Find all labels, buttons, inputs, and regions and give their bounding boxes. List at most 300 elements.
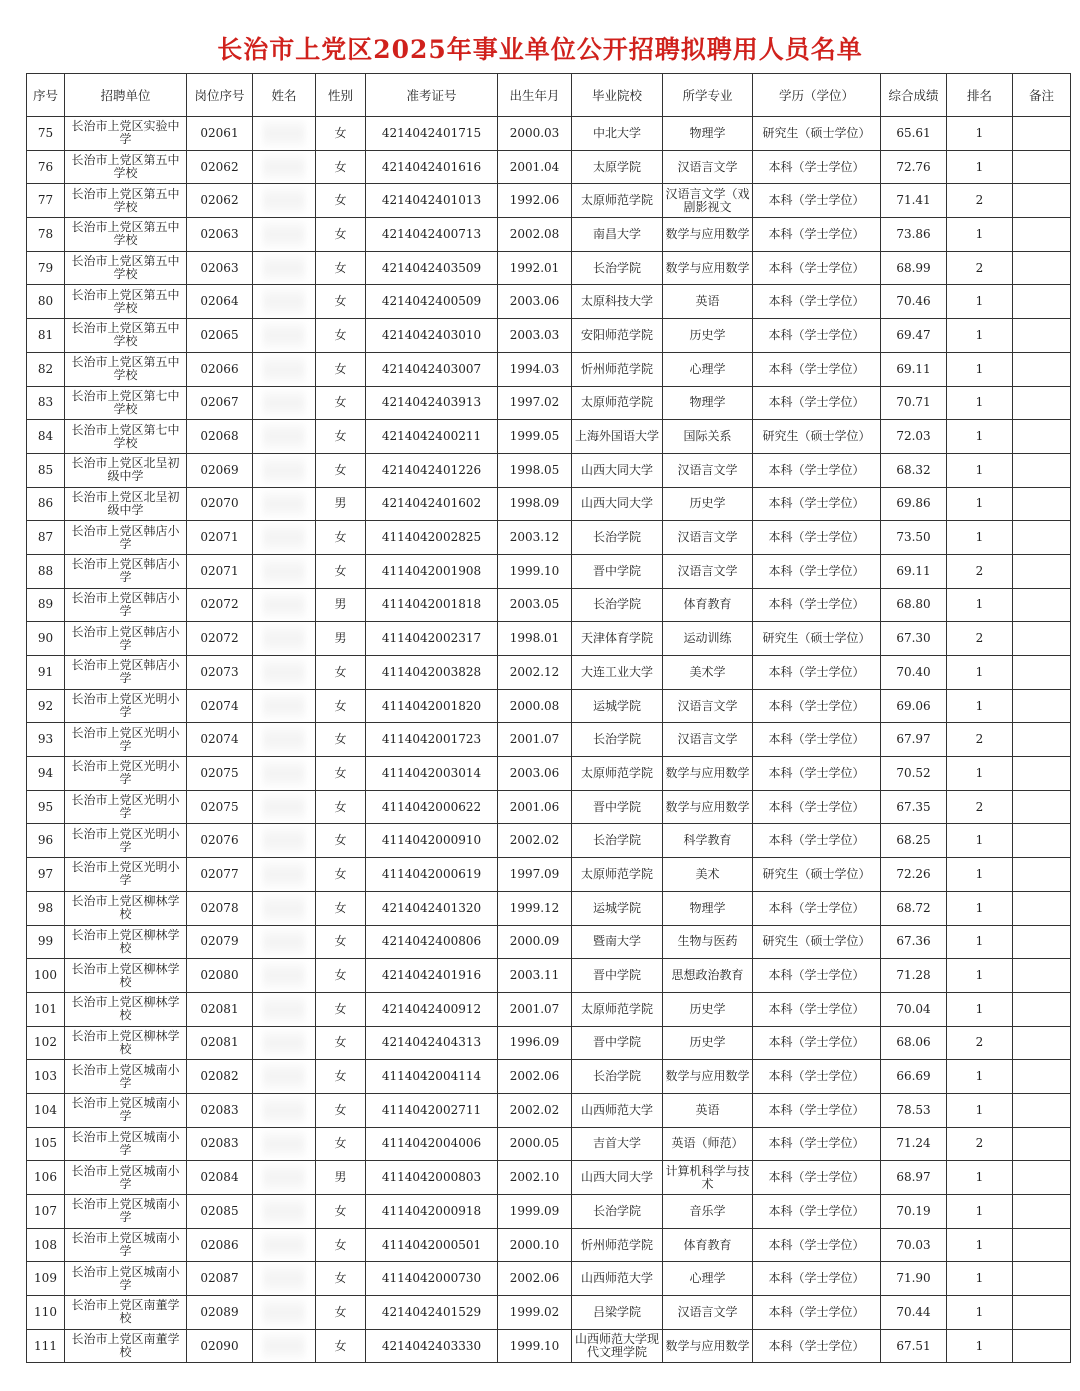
cell-school: 晋中学院 [572, 790, 663, 824]
cell-birth: 2002.12 [498, 656, 572, 690]
cell-exam-id: 4214042400806 [366, 925, 498, 959]
table-row [27, 1026, 1071, 1060]
cell-name [253, 790, 316, 824]
cell-note [1013, 622, 1071, 656]
cell-rank: 1 [947, 824, 1013, 858]
table-row [27, 285, 1071, 319]
cell-birth: 2003.05 [498, 588, 572, 622]
cell-rank: 1 [947, 420, 1013, 454]
cell-no: 76 [27, 150, 65, 184]
col-header-school: 毕业院校 [572, 74, 663, 117]
cell-degree: 研究生（硕士学位） [753, 858, 881, 892]
cell-school: 太原科技大学 [572, 285, 663, 319]
cell-birth: 2002.08 [498, 218, 572, 252]
cell-name [253, 891, 316, 925]
cell-score: 68.06 [881, 1026, 947, 1060]
cell-major: 历史学 [663, 319, 753, 353]
cell-degree: 本科（学士学位） [753, 959, 881, 993]
cell-unit: 长治市上党区第五中学校 [65, 218, 187, 252]
cell-post: 02068 [187, 420, 253, 454]
cell-post: 02083 [187, 1093, 253, 1127]
cell-gender: 女 [316, 251, 366, 285]
cell-major: 物理学 [663, 386, 753, 420]
cell-major: 历史学 [663, 992, 753, 1026]
cell-birth: 2003.03 [498, 319, 572, 353]
cell-birth: 1992.01 [498, 251, 572, 285]
cell-school: 太原师范学院 [572, 858, 663, 892]
cell-major: 物理学 [663, 117, 753, 151]
cell-post: 02073 [187, 656, 253, 690]
table-row [27, 184, 1071, 218]
cell-exam-id: 4114042001820 [366, 689, 498, 723]
cell-degree: 本科（学士学位） [753, 656, 881, 690]
cell-exam-id: 4114042000622 [366, 790, 498, 824]
cell-unit: 长治市上党区韩店小学 [65, 622, 187, 656]
cell-gender: 女 [316, 1329, 366, 1363]
cell-gender: 女 [316, 1127, 366, 1161]
cell-name [253, 1228, 316, 1262]
cell-score: 68.80 [881, 588, 947, 622]
cell-gender: 女 [316, 1262, 366, 1296]
table-row [27, 622, 1071, 656]
col-header-note: 备注 [1013, 74, 1071, 117]
cell-no: 101 [27, 992, 65, 1026]
cell-score: 67.97 [881, 723, 947, 757]
cell-exam-id: 4214042400211 [366, 420, 498, 454]
cell-birth: 2000.08 [498, 689, 572, 723]
cell-no: 104 [27, 1093, 65, 1127]
cell-name [253, 386, 316, 420]
cell-no: 90 [27, 622, 65, 656]
cell-unit: 长治市上党区城南小学 [65, 1262, 187, 1296]
cell-gender: 女 [316, 790, 366, 824]
cell-exam-id: 4214042403330 [366, 1329, 498, 1363]
table-row [27, 689, 1071, 723]
cell-name [253, 1093, 316, 1127]
cell-note [1013, 218, 1071, 252]
cell-name [253, 1026, 316, 1060]
cell-no: 108 [27, 1228, 65, 1262]
cell-exam-id: 4214042401226 [366, 453, 498, 487]
col-header-gender: 性别 [316, 74, 366, 117]
cell-score: 68.32 [881, 453, 947, 487]
cell-birth: 2000.10 [498, 1228, 572, 1262]
cell-name [253, 319, 316, 353]
cell-degree: 本科（学士学位） [753, 790, 881, 824]
cell-rank: 2 [947, 723, 1013, 757]
col-header-score: 综合成绩 [881, 74, 947, 117]
cell-school: 安阳师范学院 [572, 319, 663, 353]
table-row [27, 790, 1071, 824]
cell-major: 体育教育 [663, 1228, 753, 1262]
cell-exam-id: 4114042000501 [366, 1228, 498, 1262]
cell-major: 计算机科学与技术 [663, 1161, 753, 1195]
cell-birth: 2003.12 [498, 521, 572, 555]
cell-gender: 女 [316, 453, 366, 487]
cell-post: 02069 [187, 453, 253, 487]
cell-birth: 2001.07 [498, 723, 572, 757]
cell-note [1013, 453, 1071, 487]
cell-name [253, 824, 316, 858]
table-row [27, 319, 1071, 353]
cell-major: 汉语言文学 [663, 521, 753, 555]
cell-post: 02067 [187, 386, 253, 420]
cell-exam-id: 4114042002317 [366, 622, 498, 656]
cell-rank: 2 [947, 1127, 1013, 1161]
table-row [27, 925, 1071, 959]
cell-rank: 1 [947, 218, 1013, 252]
cell-rank: 2 [947, 554, 1013, 588]
cell-gender: 女 [316, 1296, 366, 1330]
cell-unit: 长治市上党区柳林学校 [65, 992, 187, 1026]
cell-major: 汉语言文学 [663, 1296, 753, 1330]
cell-unit: 长治市上党区韩店小学 [65, 656, 187, 690]
cell-degree: 研究生（硕士学位） [753, 622, 881, 656]
cell-name [253, 487, 316, 521]
cell-exam-id: 4214042401616 [366, 150, 498, 184]
table-row [27, 352, 1071, 386]
cell-rank: 1 [947, 858, 1013, 892]
cell-note [1013, 1060, 1071, 1094]
cell-rank: 1 [947, 891, 1013, 925]
table-row [27, 858, 1071, 892]
cell-major: 历史学 [663, 1026, 753, 1060]
table-row [27, 453, 1071, 487]
cell-note [1013, 386, 1071, 420]
cell-no: 75 [27, 117, 65, 151]
table-row [27, 386, 1071, 420]
cell-name [253, 622, 316, 656]
cell-school: 南昌大学 [572, 218, 663, 252]
cell-school: 长治学院 [572, 521, 663, 555]
cell-score: 69.06 [881, 689, 947, 723]
cell-unit: 长治市上党区第五中学校 [65, 285, 187, 319]
cell-post: 02062 [187, 150, 253, 184]
cell-birth: 2002.06 [498, 1262, 572, 1296]
cell-degree: 本科（学士学位） [753, 1127, 881, 1161]
table-row [27, 757, 1071, 791]
cell-school: 山西师范大学 [572, 1262, 663, 1296]
cell-major: 心理学 [663, 352, 753, 386]
cell-school: 山西师范大学现代文理学院 [572, 1329, 663, 1363]
cell-major: 思想政治教育 [663, 959, 753, 993]
cell-score: 70.40 [881, 656, 947, 690]
cell-gender: 女 [316, 150, 366, 184]
cell-school: 长治学院 [572, 1060, 663, 1094]
cell-note [1013, 521, 1071, 555]
cell-score: 70.03 [881, 1228, 947, 1262]
cell-note [1013, 117, 1071, 151]
cell-birth: 1997.02 [498, 386, 572, 420]
cell-school: 山西师范大学 [572, 1093, 663, 1127]
cell-school: 太原师范学院 [572, 992, 663, 1026]
cell-major: 汉语言文学 [663, 554, 753, 588]
cell-birth: 2003.06 [498, 757, 572, 791]
cell-degree: 本科（学士学位） [753, 1296, 881, 1330]
cell-unit: 长治市上党区光明小学 [65, 790, 187, 824]
cell-exam-id: 4114042000619 [366, 858, 498, 892]
cell-no: 103 [27, 1060, 65, 1094]
cell-school: 太原师范学院 [572, 386, 663, 420]
cell-post: 02090 [187, 1329, 253, 1363]
cell-birth: 1998.05 [498, 453, 572, 487]
cell-note [1013, 1161, 1071, 1195]
cell-rank: 1 [947, 285, 1013, 319]
cell-degree: 本科（学士学位） [753, 1329, 881, 1363]
col-header-unit: 招聘单位 [65, 74, 187, 117]
cell-major: 体育教育 [663, 588, 753, 622]
cell-note [1013, 251, 1071, 285]
cell-school: 晋中学院 [572, 554, 663, 588]
table-row [27, 1228, 1071, 1262]
cell-note [1013, 757, 1071, 791]
cell-degree: 本科（学士学位） [753, 319, 881, 353]
cell-degree: 本科（学士学位） [753, 487, 881, 521]
cell-no: 77 [27, 184, 65, 218]
cell-note [1013, 790, 1071, 824]
cell-school: 太原学院 [572, 150, 663, 184]
cell-post: 02071 [187, 554, 253, 588]
cell-rank: 1 [947, 656, 1013, 690]
cell-name [253, 554, 316, 588]
cell-post: 02087 [187, 1262, 253, 1296]
cell-rank: 1 [947, 1060, 1013, 1094]
cell-major: 汉语言文学 [663, 723, 753, 757]
cell-birth: 1998.01 [498, 622, 572, 656]
cell-birth: 1999.10 [498, 1329, 572, 1363]
cell-birth: 1999.02 [498, 1296, 572, 1330]
cell-degree: 本科（学士学位） [753, 689, 881, 723]
cell-exam-id: 4114042001908 [366, 554, 498, 588]
cell-note [1013, 1093, 1071, 1127]
cell-post: 02063 [187, 251, 253, 285]
cell-score: 69.47 [881, 319, 947, 353]
cell-unit: 长治市上党区南董学校 [65, 1296, 187, 1330]
cell-school: 山西大同大学 [572, 453, 663, 487]
cell-major: 数学与应用数学 [663, 757, 753, 791]
cell-unit: 长治市上党区第五中学校 [65, 251, 187, 285]
cell-major: 运动训练 [663, 622, 753, 656]
cell-exam-id: 4114042004006 [366, 1127, 498, 1161]
cell-rank: 2 [947, 622, 1013, 656]
cell-name [253, 420, 316, 454]
cell-unit: 长治市上党区南董学校 [65, 1329, 187, 1363]
table-header-row [27, 74, 1071, 117]
cell-major: 生物与医药 [663, 925, 753, 959]
cell-rank: 1 [947, 959, 1013, 993]
cell-name [253, 150, 316, 184]
cell-note [1013, 184, 1071, 218]
cell-school: 山西大同大学 [572, 487, 663, 521]
cell-post: 02074 [187, 723, 253, 757]
cell-degree: 本科（学士学位） [753, 1195, 881, 1229]
cell-no: 85 [27, 453, 65, 487]
cell-post: 02077 [187, 858, 253, 892]
hire-list-table [26, 73, 1071, 1363]
cell-note [1013, 487, 1071, 521]
cell-post: 02075 [187, 790, 253, 824]
cell-name [253, 117, 316, 151]
cell-note [1013, 1329, 1071, 1363]
cell-school: 太原师范学院 [572, 757, 663, 791]
cell-degree: 本科（学士学位） [753, 285, 881, 319]
cell-school: 忻州师范学院 [572, 1228, 663, 1262]
cell-degree: 本科（学士学位） [753, 757, 881, 791]
col-header-no: 序号 [27, 74, 65, 117]
cell-rank: 2 [947, 1026, 1013, 1060]
cell-rank: 1 [947, 689, 1013, 723]
cell-school: 中北大学 [572, 117, 663, 151]
cell-post: 02079 [187, 925, 253, 959]
cell-school: 运城学院 [572, 689, 663, 723]
cell-rank: 1 [947, 150, 1013, 184]
cell-name [253, 723, 316, 757]
cell-note [1013, 554, 1071, 588]
cell-rank: 1 [947, 757, 1013, 791]
cell-degree: 本科（学士学位） [753, 588, 881, 622]
cell-degree: 本科（学士学位） [753, 1060, 881, 1094]
cell-name [253, 352, 316, 386]
cell-rank: 1 [947, 1329, 1013, 1363]
cell-post: 02075 [187, 757, 253, 791]
table-body [27, 117, 1071, 1363]
cell-name [253, 656, 316, 690]
cell-school: 晋中学院 [572, 1026, 663, 1060]
cell-no: 105 [27, 1127, 65, 1161]
cell-name [253, 521, 316, 555]
cell-name [253, 925, 316, 959]
table-row [27, 723, 1071, 757]
cell-degree: 本科（学士学位） [753, 554, 881, 588]
cell-name [253, 757, 316, 791]
cell-gender: 女 [316, 1093, 366, 1127]
cell-note [1013, 1195, 1071, 1229]
table-row [27, 554, 1071, 588]
cell-score: 70.71 [881, 386, 947, 420]
cell-name [253, 1262, 316, 1296]
cell-note [1013, 992, 1071, 1026]
cell-exam-id: 4114042002825 [366, 521, 498, 555]
cell-exam-id: 4214042400912 [366, 992, 498, 1026]
cell-degree: 本科（学士学位） [753, 1093, 881, 1127]
cell-no: 87 [27, 521, 65, 555]
cell-no: 78 [27, 218, 65, 252]
cell-score: 66.69 [881, 1060, 947, 1094]
cell-name [253, 1296, 316, 1330]
cell-unit: 长治市上党区城南小学 [65, 1127, 187, 1161]
cell-major: 汉语言文学（戏剧影视文 [663, 184, 753, 218]
cell-note [1013, 1228, 1071, 1262]
cell-unit: 长治市上党区柳林学校 [65, 1026, 187, 1060]
table-row [27, 1195, 1071, 1229]
cell-unit: 长治市上党区光明小学 [65, 723, 187, 757]
cell-degree: 本科（学士学位） [753, 1161, 881, 1195]
cell-name [253, 1127, 316, 1161]
cell-score: 67.35 [881, 790, 947, 824]
table-row [27, 487, 1071, 521]
table-row [27, 251, 1071, 285]
cell-no: 98 [27, 891, 65, 925]
cell-school: 长治学院 [572, 824, 663, 858]
cell-post: 02074 [187, 689, 253, 723]
cell-post: 02062 [187, 184, 253, 218]
cell-degree: 本科（学士学位） [753, 352, 881, 386]
cell-unit: 长治市上党区北呈初级中学 [65, 453, 187, 487]
cell-note [1013, 420, 1071, 454]
cell-note [1013, 150, 1071, 184]
cell-note [1013, 891, 1071, 925]
cell-exam-id: 4214042400509 [366, 285, 498, 319]
cell-score: 67.36 [881, 925, 947, 959]
cell-no: 89 [27, 588, 65, 622]
cell-birth: 1999.05 [498, 420, 572, 454]
cell-exam-id: 4214042400713 [366, 218, 498, 252]
cell-score: 68.72 [881, 891, 947, 925]
cell-degree: 本科（学士学位） [753, 184, 881, 218]
cell-score: 70.04 [881, 992, 947, 1026]
col-header-birth: 出生年月 [498, 74, 572, 117]
cell-note [1013, 824, 1071, 858]
cell-school: 太原师范学院 [572, 184, 663, 218]
cell-name [253, 1161, 316, 1195]
cell-no: 107 [27, 1195, 65, 1229]
cell-rank: 1 [947, 1161, 1013, 1195]
cell-name [253, 689, 316, 723]
cell-exam-id: 4214042401529 [366, 1296, 498, 1330]
cell-note [1013, 319, 1071, 353]
cell-note [1013, 925, 1071, 959]
cell-school: 吕梁学院 [572, 1296, 663, 1330]
cell-major: 汉语言文学 [663, 689, 753, 723]
cell-degree: 本科（学士学位） [753, 1262, 881, 1296]
cell-name [253, 1060, 316, 1094]
table-row [27, 1262, 1071, 1296]
cell-no: 94 [27, 757, 65, 791]
page-title: 长治市上党区2025年事业单位公开招聘拟聘用人员名单 [217, 35, 863, 64]
cell-name [253, 992, 316, 1026]
cell-unit: 长治市上党区韩店小学 [65, 554, 187, 588]
cell-score: 68.97 [881, 1161, 947, 1195]
cell-major: 数学与应用数学 [663, 251, 753, 285]
cell-major: 历史学 [663, 487, 753, 521]
cell-exam-id: 4214042404313 [366, 1026, 498, 1060]
cell-unit: 长治市上党区城南小学 [65, 1195, 187, 1229]
cell-unit: 长治市上党区城南小学 [65, 1161, 187, 1195]
cell-gender: 女 [316, 925, 366, 959]
cell-note [1013, 588, 1071, 622]
cell-school: 长治学院 [572, 588, 663, 622]
cell-major: 英语 [663, 285, 753, 319]
cell-degree: 本科（学士学位） [753, 251, 881, 285]
cell-degree: 本科（学士学位） [753, 386, 881, 420]
cell-note [1013, 723, 1071, 757]
cell-gender: 女 [316, 1060, 366, 1094]
cell-gender: 女 [316, 1228, 366, 1262]
cell-exam-id: 4114042000918 [366, 1195, 498, 1229]
cell-gender: 女 [316, 959, 366, 993]
cell-score: 70.52 [881, 757, 947, 791]
cell-major: 数学与应用数学 [663, 218, 753, 252]
cell-unit: 长治市上党区光明小学 [65, 757, 187, 791]
cell-birth: 1992.06 [498, 184, 572, 218]
cell-major: 物理学 [663, 891, 753, 925]
cell-score: 71.28 [881, 959, 947, 993]
cell-score: 67.51 [881, 1329, 947, 1363]
cell-rank: 1 [947, 1262, 1013, 1296]
cell-exam-id: 4114042003828 [366, 656, 498, 690]
cell-unit: 长治市上党区韩店小学 [65, 588, 187, 622]
cell-name [253, 1329, 316, 1363]
